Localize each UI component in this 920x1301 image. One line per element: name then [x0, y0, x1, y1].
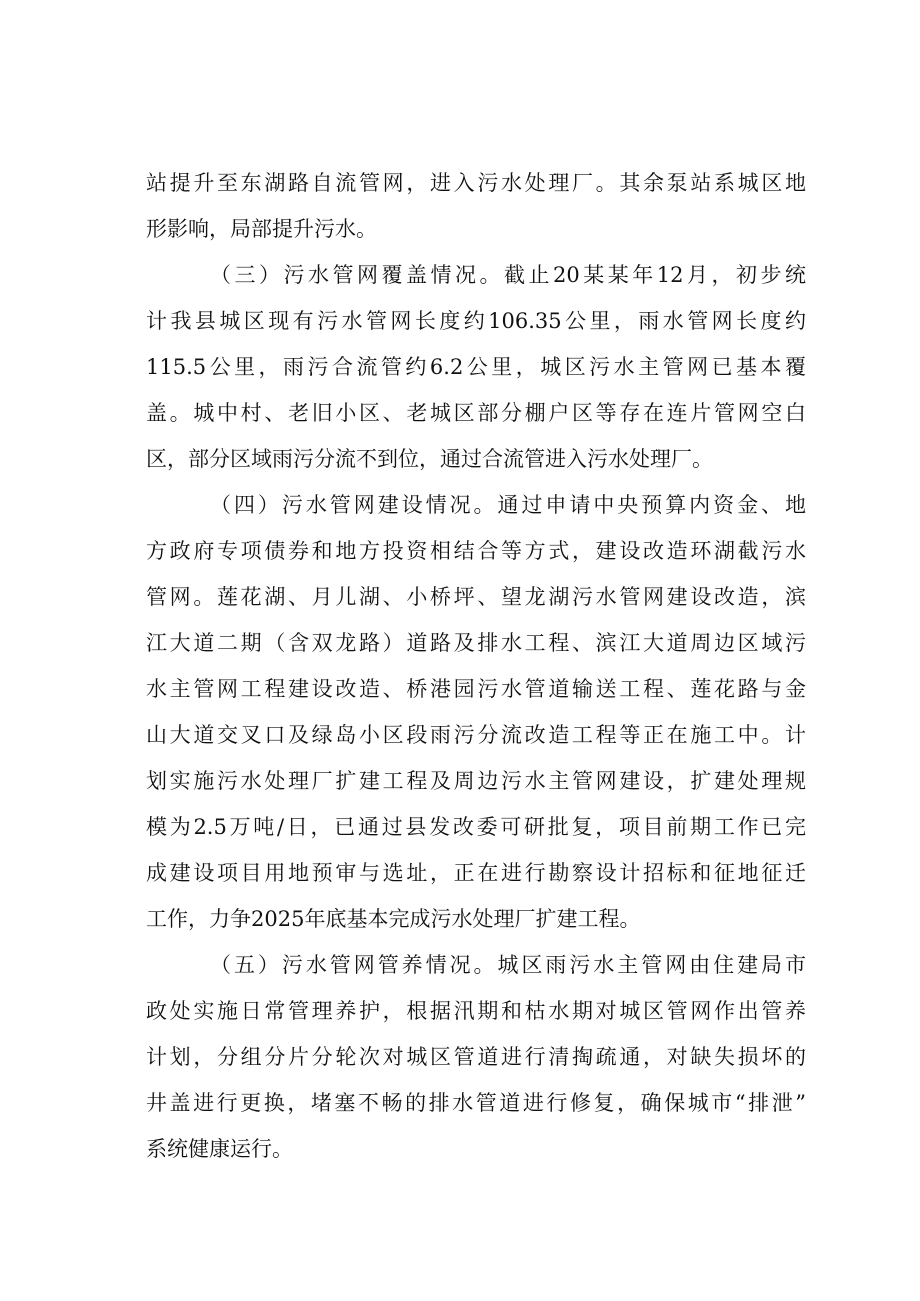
paragraph-construction: [146, 482, 806, 942]
text-line: 成建设项目用地预审与选址，正在进行勘察设计招标和征地征迁: [146, 861, 806, 885]
text-line: （三）污水管网覆盖情况。截止20某某年12月，初步统: [210, 263, 806, 287]
text-line: （四）污水管网建设情况。通过申请中央预算内资金、地: [210, 493, 806, 517]
text-line: 站提升至东湖路自流管网，进入污水处理厂。其余泵站系城区地: [146, 171, 806, 195]
document-body: [146, 160, 806, 1172]
text-line: 方政府专项债券和地方投资相结合等方式，建设改造环湖截污水: [146, 539, 806, 563]
text-line: 政处实施日常管理养护，根据汛期和枯水期对城区管网作出管养: [146, 999, 806, 1023]
text-line: 区，部分区域雨污分流不到位，通过合流管进入污水处理厂。: [146, 447, 713, 471]
text-line: 模为2.5万吨/日，已通过县发改委可研批复，项目前期工作已完: [146, 815, 806, 839]
text-line: 划实施污水处理厂扩建工程及周边污水主管网建设，扩建处理规: [146, 769, 806, 793]
paragraph-coverage: [146, 252, 806, 482]
text-line: 井盖进行更换，堵塞不畅的排水管道进行修复，确保城市“排泄”: [146, 1091, 806, 1115]
text-line: 工作，力争2025年底基本完成污水处理厂扩建工程。: [146, 907, 641, 931]
text-line: 山大道交叉口及绿岛小区段雨污分流改造工程等正在施工中。计: [146, 723, 806, 747]
text-line: 系统健康运行。: [146, 1137, 293, 1161]
text-line: （五）污水管网管养情况。城区雨污水主管网由住建局市: [210, 953, 806, 977]
text-line: 管网。莲花湖、月儿湖、小桥坪、望龙湖污水管网建设改造，滨: [146, 585, 806, 609]
text-line: 水主管网工程建设改造、桥港园污水管道输送工程、莲花路与金: [146, 677, 806, 701]
text-line: 计划，分组分片分轮次对城区管道进行清掏疏通，对缺失损坏的: [146, 1045, 806, 1069]
text-line: 计我县城区现有污水管网长度约106.35公里，雨水管网长度约: [146, 309, 806, 333]
paragraph-maintenance: [146, 942, 806, 1172]
paragraph-continuation: [146, 160, 806, 252]
text-line: 盖。城中村、老旧小区、老城区部分棚户区等存在连片管网空白: [146, 401, 806, 425]
text-line: 江大道二期（含双龙路）道路及排水工程、滨江大道周边区域污: [146, 631, 806, 655]
text-line: 形影响，局部提升污水。: [146, 217, 377, 241]
text-line: 115.5公里，雨污合流管约6.2公里，城区污水主管网已基本覆: [146, 355, 806, 379]
